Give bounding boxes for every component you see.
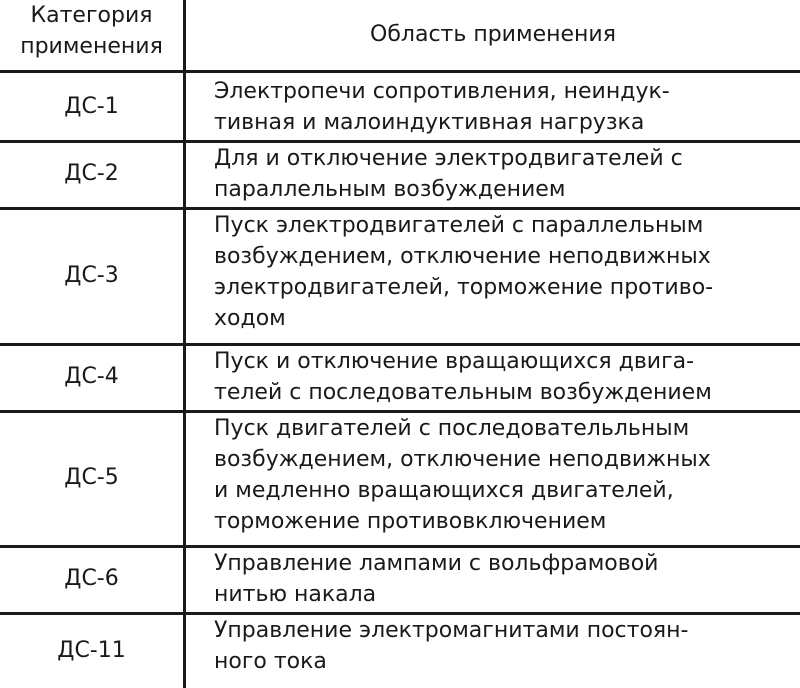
description-line: телей с последовательным возбуждением	[214, 380, 712, 405]
description-line: параллельным возбуждением	[214, 177, 566, 202]
description-line: Пуск электродвигателей с параллельным	[214, 213, 704, 238]
row-category-2: ДС-2	[64, 161, 119, 186]
row-description-7	[214, 615, 794, 677]
row-category-7: ДС-11	[57, 637, 126, 663]
description-line: возбуждением, отключение неподвижных	[214, 244, 711, 269]
description-line: и медленно вращающихся двигателей,	[214, 478, 674, 503]
row-description-5	[214, 413, 794, 537]
description-line: возбуждением, отключение неподвижных	[214, 447, 711, 472]
row-category-5: ДС-5	[64, 465, 119, 490]
header-area: Область применения	[370, 22, 616, 47]
row-description-3	[214, 210, 794, 334]
row-category-3: ДС-3	[64, 262, 119, 288]
row-description-2	[214, 143, 794, 205]
description-line: ного тока	[214, 649, 327, 674]
description-line: Управление лампами с вольфрамовой	[214, 551, 659, 576]
row-description-6	[214, 548, 794, 610]
description-line: Управление электромагнитами постоян-	[214, 618, 689, 643]
row-category-4: ДС-4	[64, 364, 119, 389]
description-line: электродвигателей, торможение противо-	[214, 275, 714, 300]
header-category	[0, 0, 183, 70]
description-line: нитью накала	[214, 582, 377, 607]
row-description-4	[214, 346, 794, 408]
row-category-1: ДС-1	[64, 94, 119, 119]
description-line: Пуск двигателей с последовательльным	[214, 416, 690, 441]
description-line: тивная и малоиндуктивная нагрузка	[214, 110, 645, 135]
description-line: Для и отключение электродвигателей с	[214, 146, 683, 171]
description-line: ходом	[214, 306, 286, 331]
description-line: торможение противовключением	[214, 509, 607, 534]
header-category-line1: Категория	[30, 3, 153, 28]
description-line: Электропечи сопротивления, неиндук-	[214, 79, 670, 104]
row-description-1	[214, 76, 794, 138]
description-line: Пуск и отключение вращающихся двига-	[214, 349, 695, 374]
header-category-line2: применения	[20, 34, 163, 59]
row-category-6: ДС-6	[64, 566, 119, 591]
